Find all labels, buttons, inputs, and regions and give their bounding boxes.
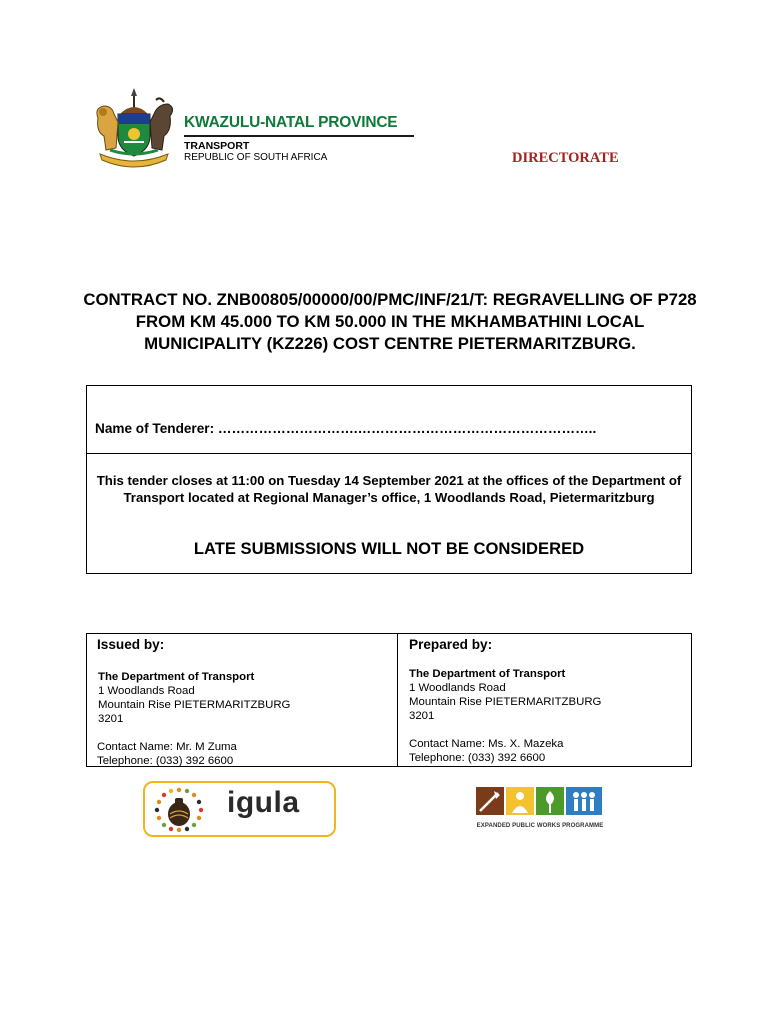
tender-box xyxy=(86,385,692,574)
prepared-by-org: The Department of Transport xyxy=(409,668,566,680)
issued-by-postcode: 3201 xyxy=(98,713,124,725)
issued-by-address-line2: Mountain Rise PIETERMARITZBURG xyxy=(98,699,291,711)
prepared-by-address xyxy=(409,667,601,723)
closing-notice: This tender closes at 11:00 on Tuesday 14 September 2021 at the offices of the Department of Transport located at Regional Manager’s office, 1 Woodlands Road, Pietermaritzburg xyxy=(96,473,682,505)
directorate-label: DIRECTORATE xyxy=(512,150,619,166)
contract-title: CONTRACT NO. ZNB00805/00000/00/PMC/INF/21/T: REGRAVELLING OF P728 FROM KM 45.000 TO KM 50.000 IN THE MKHAMBATHINI LOCAL MUNICIPALITY (KZ226) COST CENTRE PIETERMARITZBURG. xyxy=(83,290,697,353)
province-header xyxy=(184,114,416,164)
prepared-by-telephone: Telephone: (033) 392 6600 xyxy=(409,752,546,764)
prepared-by-address-line2: Mountain Rise PIETERMARITZBURG xyxy=(409,696,602,708)
prepared-by-heading: Prepared by: xyxy=(409,637,493,652)
epwp-caption: EXPANDED PUBLIC WORKS PROGRAMME xyxy=(476,823,604,829)
igula-wordmark: igula xyxy=(227,786,300,819)
late-submissions-notice: LATE SUBMISSIONS WILL NOT BE CONSIDERED xyxy=(193,539,585,558)
header-rule xyxy=(184,135,414,137)
issued-by-org: The Department of Transport xyxy=(98,671,255,683)
issued-by-heading: Issued by: xyxy=(97,637,165,652)
epwp-logo-icon xyxy=(472,785,608,841)
kzn-coat-of-arms-icon xyxy=(90,88,178,170)
prepared-by-postcode: 3201 xyxy=(409,710,435,722)
prepared-by-contact xyxy=(409,737,563,765)
prepared-by-address-line1: 1 Woodlands Road xyxy=(409,682,506,694)
department-name: TRANSPORT xyxy=(184,140,250,152)
issued-by-telephone: Telephone: (033) 392 6600 xyxy=(97,755,234,767)
issued-by-contact-name: Contact Name: Mr. M Zuma xyxy=(97,741,237,753)
tender-divider xyxy=(87,453,691,454)
contacts-table xyxy=(86,633,692,767)
country-name: REPUBLIC OF SOUTH AFRICA xyxy=(184,152,328,163)
issued-by-address-line1: 1 Woodlands Road xyxy=(98,685,195,697)
issued-by-address xyxy=(98,670,290,726)
igula-logo-icon xyxy=(143,781,336,837)
tenderer-name-field: Name of Tenderer: ………………………….…………………………………………….. xyxy=(95,421,597,436)
issued-by-contact xyxy=(97,740,237,768)
contacts-divider xyxy=(397,634,398,766)
prepared-by-contact-name: Contact Name: Ms. X. Mazeka xyxy=(409,738,564,750)
province-name: KWAZULU-NATAL PROVINCE xyxy=(184,114,398,131)
